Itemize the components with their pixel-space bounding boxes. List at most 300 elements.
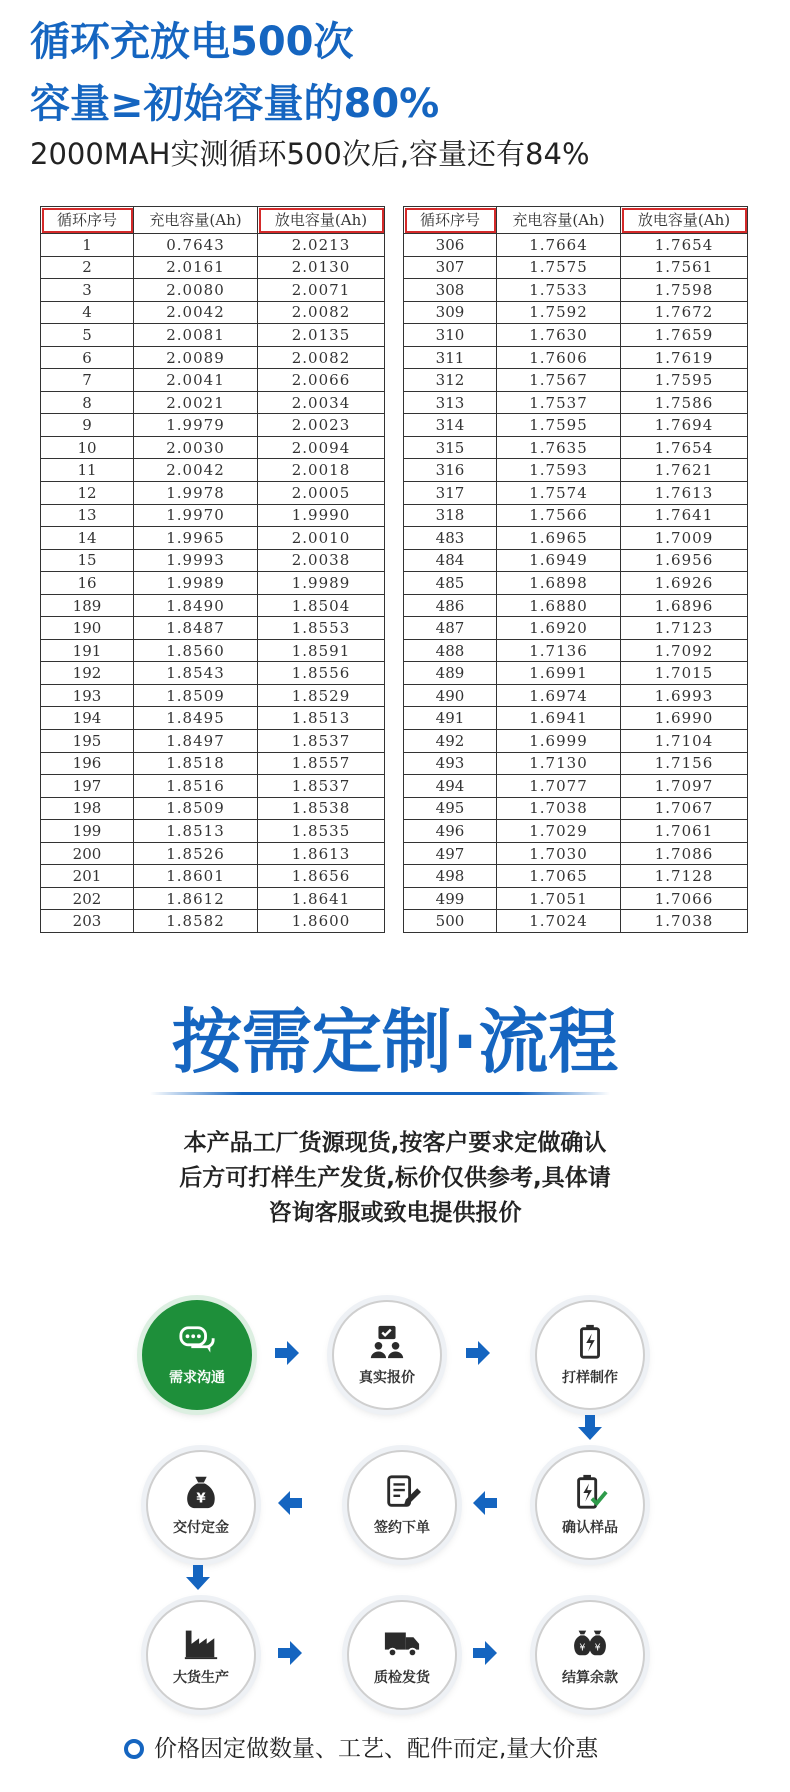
step-sample-making [535,1300,645,1410]
discharge-capacity-cell: 2.0023 [258,414,385,437]
charge-capacity-cell: 1.6880 [497,594,621,617]
cycle-number-cell: 196 [41,752,134,775]
intro-text-line: 后方可打样生产发货,标价仅供参考,具体请 [179,1165,611,1191]
table-row [41,752,385,775]
table-row [41,887,385,910]
discharge-capacity-cell: 1.8600 [258,910,385,933]
cycle-number-cell: 10 [41,436,134,459]
cycle-number-cell: 311 [404,346,497,369]
charge-capacity-cell: 1.9979 [134,414,258,437]
table-row [404,865,748,888]
discharge-capacity-cell: 1.8535 [258,820,385,843]
bullet-circle-icon [124,1739,144,1759]
table-row [41,279,385,302]
charge-capacity-cell: 1.7630 [497,324,621,347]
discharge-capacity-cell: 1.7619 [621,346,748,369]
charge-capacity-cell: 1.8487 [134,617,258,640]
table-row [404,572,748,595]
discharge-capacity-cell: 2.0094 [258,436,385,459]
discharge-capacity-cell: 1.7672 [621,301,748,324]
charge-capacity-cell: 1.7051 [497,887,621,910]
cycle-number-cell: 192 [41,662,134,685]
charge-capacity-cell: 1.7567 [497,369,621,392]
charge-capacity-cell: 1.9989 [134,572,258,595]
charge-capacity-cell: 1.7136 [497,639,621,662]
cycle-number-cell: 306 [404,234,497,257]
table-row [404,482,748,505]
cycle-number-cell: 310 [404,324,497,347]
step-sign-contract [347,1450,457,1560]
cycle-number-cell: 491 [404,707,497,730]
cycle-number-cell: 487 [404,617,497,640]
factory-icon [182,1623,220,1661]
step-label: 大货生产 [173,1670,229,1686]
arrow-down-icon [575,1413,605,1443]
discharge-capacity-cell: 2.0018 [258,459,385,482]
charge-capacity-cell: 1.7030 [497,842,621,865]
arrow-left-icon [470,1488,500,1518]
charge-capacity-cell: 2.0041 [134,369,258,392]
charge-capacity-cell: 1.8509 [134,797,258,820]
confirm-sample-icon [571,1473,609,1511]
discharge-capacity-cell: 1.7009 [621,527,748,550]
discharge-capacity-cell: 1.6956 [621,549,748,572]
cycle-number-cell: 488 [404,639,497,662]
cycle-number-cell: 496 [404,820,497,843]
table-row [41,797,385,820]
cycle-number-cell: 11 [41,459,134,482]
charge-capacity-cell: 2.0089 [134,346,258,369]
charge-capacity-cell: 2.0030 [134,436,258,459]
cycle-number-cell: 308 [404,279,497,302]
charge-capacity-cell: 0.7643 [134,234,258,257]
table-row [41,910,385,933]
cycle-number-cell: 316 [404,459,497,482]
cycle-number-cell: 484 [404,549,497,572]
headline-test-result: 2000MAH实测循环500次后,容量还有84% [30,137,590,171]
step-pay-deposit [146,1450,256,1560]
discharge-capacity-cell: 1.7061 [621,820,748,843]
step-label: 质检发货 [374,1670,430,1686]
quote-checklist-icon [368,1323,406,1361]
charge-capacity-cell: 1.8612 [134,887,258,910]
header-charge-capacity: 充电容量(Ah) [497,207,621,234]
svg-text:¥: ¥ [594,1642,601,1654]
charge-capacity-cell: 1.6991 [497,662,621,685]
cycle-number-cell: 3 [41,279,134,302]
charge-capacity-cell: 1.8543 [134,662,258,685]
charge-capacity-cell: 1.8526 [134,842,258,865]
table-row [404,594,748,617]
table-row [404,301,748,324]
discharge-capacity-cell: 2.0213 [258,234,385,257]
discharge-capacity-cell: 1.8529 [258,684,385,707]
charge-capacity-cell: 1.7024 [497,910,621,933]
cycle-number-cell: 312 [404,369,497,392]
step-requirement-communication [142,1300,252,1410]
charge-capacity-cell: 1.7592 [497,301,621,324]
charge-capacity-cell: 1.7606 [497,346,621,369]
charge-capacity-cell: 1.7593 [497,459,621,482]
charge-capacity-cell: 1.7029 [497,820,621,843]
discharge-capacity-cell: 1.7104 [621,730,748,753]
table-row [404,369,748,392]
cycle-number-cell: 14 [41,527,134,550]
svg-text:¥: ¥ [196,1491,206,1507]
table-row [404,842,748,865]
discharge-capacity-cell: 1.6896 [621,594,748,617]
cycle-number-cell: 498 [404,865,497,888]
table-row [404,662,748,685]
cycle-number-cell: 191 [41,639,134,662]
charge-capacity-cell: 1.8516 [134,775,258,798]
table-row [404,324,748,347]
money-bag-icon [182,1473,220,1511]
table-row [404,730,748,753]
cycle-number-cell: 486 [404,594,497,617]
delivery-truck-icon [383,1623,421,1661]
table-row [41,617,385,640]
charge-capacity-cell: 1.6898 [497,572,621,595]
table-row [41,865,385,888]
discharge-capacity-cell: 2.0010 [258,527,385,550]
cycle-number-cell: 2 [41,256,134,279]
charge-capacity-cell: 1.7566 [497,504,621,527]
table-row [404,617,748,640]
table-row [404,797,748,820]
cycle-number-cell: 490 [404,684,497,707]
discharge-capacity-cell: 1.7659 [621,324,748,347]
table-header-row [41,207,385,234]
charge-capacity-cell: 1.9965 [134,527,258,550]
table-row [41,707,385,730]
cycle-number-cell: 495 [404,797,497,820]
cycle-number-cell: 497 [404,842,497,865]
table-row [404,887,748,910]
table-row [41,549,385,572]
table-row [41,324,385,347]
cycle-number-cell: 199 [41,820,134,843]
intro-text-line: 本产品工厂货源现货,按客户要求定做确认 [183,1130,607,1156]
discharge-capacity-cell: 1.8556 [258,662,385,685]
discharge-capacity-cell: 1.8613 [258,842,385,865]
cycle-number-cell: 198 [41,797,134,820]
step-mass-production [146,1600,256,1710]
step-label: 打样制作 [562,1370,618,1386]
discharge-capacity-cell: 1.7066 [621,887,748,910]
charge-capacity-cell: 1.7575 [497,256,621,279]
table-row [41,459,385,482]
discharge-capacity-cell: 1.7694 [621,414,748,437]
cycle-number-cell: 195 [41,730,134,753]
table-row [41,414,385,437]
battery-sample-icon [571,1323,609,1361]
cycle-number-cell: 7 [41,369,134,392]
charge-capacity-cell: 1.7537 [497,391,621,414]
cycle-number-cell: 202 [41,887,134,910]
charge-capacity-cell: 1.6974 [497,684,621,707]
charge-capacity-cell: 1.9970 [134,504,258,527]
table-row [41,234,385,257]
cycle-number-cell: 500 [404,910,497,933]
charge-capacity-cell: 1.7574 [497,482,621,505]
step-settle-balance [535,1600,645,1710]
cycle-number-cell: 1 [41,234,134,257]
discharge-capacity-cell: 1.7123 [621,617,748,640]
discharge-capacity-cell: 1.9989 [258,572,385,595]
discharge-capacity-cell: 2.0082 [258,301,385,324]
cycle-number-cell: 313 [404,391,497,414]
step-label: 确认样品 [562,1520,618,1536]
discharge-capacity-cell: 1.7613 [621,482,748,505]
table-row [41,775,385,798]
charge-capacity-cell: 1.8495 [134,707,258,730]
discharge-capacity-cell: 1.8641 [258,887,385,910]
table-row [404,707,748,730]
cycle-number-cell: 314 [404,414,497,437]
cycle-number-cell: 197 [41,775,134,798]
cycle-number-cell: 5 [41,324,134,347]
discharge-capacity-cell: 1.8591 [258,639,385,662]
charge-capacity-cell: 1.7533 [497,279,621,302]
discharge-capacity-cell: 1.8504 [258,594,385,617]
charge-capacity-cell: 2.0042 [134,459,258,482]
table-row [404,775,748,798]
table-header-row [404,207,748,234]
table-row [41,820,385,843]
svg-text:¥: ¥ [579,1642,586,1654]
charge-capacity-cell: 2.0080 [134,279,258,302]
table-row [404,346,748,369]
table-row [404,820,748,843]
cycle-number-cell: 193 [41,684,134,707]
charge-capacity-cell: 1.7038 [497,797,621,820]
discharge-capacity-cell: 1.7038 [621,910,748,933]
charge-capacity-cell: 1.6999 [497,730,621,753]
discharge-capacity-cell: 2.0130 [258,256,385,279]
discharge-capacity-cell: 2.0082 [258,346,385,369]
discharge-capacity-cell: 1.7598 [621,279,748,302]
table-row [41,594,385,617]
cycle-number-cell: 194 [41,707,134,730]
table-row [41,346,385,369]
discharge-capacity-cell: 1.6926 [621,572,748,595]
cycle-number-cell: 8 [41,391,134,414]
step-inspection-shipping [347,1600,457,1710]
discharge-capacity-cell: 1.6990 [621,707,748,730]
discharge-capacity-cell: 1.8537 [258,730,385,753]
charge-capacity-cell: 1.7595 [497,414,621,437]
charge-capacity-cell: 1.6949 [497,549,621,572]
cycle-number-cell: 189 [41,594,134,617]
discharge-capacity-cell: 2.0066 [258,369,385,392]
table-row [41,391,385,414]
charge-capacity-cell: 1.8518 [134,752,258,775]
table-row [404,549,748,572]
cycle-data-table-right [403,206,748,933]
table-row [41,482,385,505]
discharge-capacity-cell: 1.9990 [258,504,385,527]
charge-capacity-cell: 2.0081 [134,324,258,347]
table-row [404,752,748,775]
cycle-number-cell: 494 [404,775,497,798]
cycle-number-cell: 483 [404,527,497,550]
arrow-down-icon [183,1563,213,1593]
cycle-number-cell: 493 [404,752,497,775]
table-row [404,234,748,257]
charge-capacity-cell: 2.0161 [134,256,258,279]
discharge-capacity-cell: 2.0071 [258,279,385,302]
discharge-capacity-cell: 1.7097 [621,775,748,798]
table-row [41,256,385,279]
table-row [404,684,748,707]
table-row [41,684,385,707]
arrow-right-icon [470,1638,500,1668]
cycle-number-cell: 492 [404,730,497,753]
headline-capacity-retention: 容量≥初始容量的80% [30,81,440,127]
charge-capacity-cell: 1.6965 [497,527,621,550]
process-section-title: 按需定制·流程 [171,1001,619,1083]
step-label: 交付定金 [173,1520,229,1536]
cycle-data-table-left [40,206,385,933]
header-charge-capacity: 充电容量(Ah) [134,207,258,234]
table-row [41,842,385,865]
arrow-right-icon [275,1638,305,1668]
cycle-number-cell: 201 [41,865,134,888]
table-row [404,436,748,459]
charge-capacity-cell: 1.7635 [497,436,621,459]
discharge-capacity-cell: 1.7654 [621,234,748,257]
charge-capacity-cell: 2.0042 [134,301,258,324]
charge-capacity-cell: 1.7130 [497,752,621,775]
table-row [41,436,385,459]
discharge-capacity-cell: 2.0038 [258,549,385,572]
charge-capacity-cell: 1.8513 [134,820,258,843]
intro-text-line: 咨询客服或致电提供报价 [268,1200,522,1226]
step-label: 签约下单 [374,1520,430,1536]
discharge-capacity-cell: 1.7128 [621,865,748,888]
discharge-capacity-cell: 1.8513 [258,707,385,730]
cycle-number-cell: 15 [41,549,134,572]
cycle-number-cell: 318 [404,504,497,527]
cycle-number-cell: 6 [41,346,134,369]
table-row [404,910,748,933]
table-row [41,527,385,550]
charge-capacity-cell: 1.7077 [497,775,621,798]
cycle-number-cell: 9 [41,414,134,437]
discharge-capacity-cell: 1.7586 [621,391,748,414]
header-discharge-capacity: 放电容量(Ah) [258,207,385,234]
cycle-number-cell: 489 [404,662,497,685]
discharge-capacity-cell: 1.8553 [258,617,385,640]
table-row [404,256,748,279]
discharge-capacity-cell: 1.7641 [621,504,748,527]
headline-cycle-count: 循环充放电500次 [30,19,354,65]
table-row [41,301,385,324]
step-real-quotation [332,1300,442,1410]
pricing-note [124,1734,598,1764]
discharge-capacity-cell: 1.6993 [621,684,748,707]
cycle-number-cell: 203 [41,910,134,933]
step-confirm-sample [535,1450,645,1560]
cycle-number-cell: 307 [404,256,497,279]
discharge-capacity-cell: 1.7015 [621,662,748,685]
charge-capacity-cell: 1.8601 [134,865,258,888]
table-row [41,639,385,662]
discharge-capacity-cell: 1.7595 [621,369,748,392]
arrow-right-icon [463,1338,493,1368]
table-row [404,527,748,550]
contract-sign-icon [383,1473,421,1511]
charge-capacity-cell: 1.7065 [497,865,621,888]
table-row [404,391,748,414]
cycle-number-cell: 4 [41,301,134,324]
charge-capacity-cell: 2.0021 [134,391,258,414]
header-cycle-number: 循环序号 [404,207,497,234]
table-row [41,369,385,392]
arrow-left-icon [275,1488,305,1518]
charge-capacity-cell: 1.8560 [134,639,258,662]
discharge-capacity-cell: 1.8537 [258,775,385,798]
arrow-right-icon [272,1338,302,1368]
discharge-capacity-cell: 2.0135 [258,324,385,347]
header-discharge-capacity: 放电容量(Ah) [621,207,748,234]
cycle-number-cell: 499 [404,887,497,910]
charge-capacity-cell: 1.6920 [497,617,621,640]
charge-capacity-cell: 1.8497 [134,730,258,753]
charge-capacity-cell: 1.8490 [134,594,258,617]
charge-capacity-cell: 1.8582 [134,910,258,933]
table-row [41,662,385,685]
discharge-capacity-cell: 1.7156 [621,752,748,775]
cycle-number-cell: 12 [41,482,134,505]
cycle-number-cell: 16 [41,572,134,595]
table-row [404,639,748,662]
discharge-capacity-cell: 1.7092 [621,639,748,662]
step-label: 结算余款 [562,1670,618,1686]
discharge-capacity-cell: 1.7561 [621,256,748,279]
cycle-number-cell: 200 [41,842,134,865]
table-row [404,459,748,482]
discharge-capacity-cell: 1.8557 [258,752,385,775]
discharge-capacity-cell: 1.8656 [258,865,385,888]
cycle-number-cell: 190 [41,617,134,640]
cycle-number-cell: 317 [404,482,497,505]
cycle-number-cell: 315 [404,436,497,459]
header-cycle-number: 循环序号 [41,207,134,234]
cycle-number-cell: 13 [41,504,134,527]
charge-capacity-cell: 1.9978 [134,482,258,505]
charge-capacity-cell: 1.7664 [497,234,621,257]
chat-bubbles-icon [178,1323,216,1361]
discharge-capacity-cell: 2.0034 [258,391,385,414]
table-row [41,572,385,595]
discharge-capacity-cell: 1.8538 [258,797,385,820]
title-divider [150,1092,610,1095]
money-bags-icon [571,1623,609,1661]
table-row [404,279,748,302]
step-label: 需求沟通 [169,1370,225,1386]
cycle-number-cell: 485 [404,572,497,595]
discharge-capacity-cell: 1.7067 [621,797,748,820]
table-row [41,504,385,527]
cycle-number-cell: 309 [404,301,497,324]
discharge-capacity-cell: 2.0005 [258,482,385,505]
pricing-note-text: 价格因定做数量、工艺、配件而定,量大价惠 [154,1736,599,1762]
charge-capacity-cell: 1.9993 [134,549,258,572]
discharge-capacity-cell: 1.7654 [621,436,748,459]
table-row [41,730,385,753]
